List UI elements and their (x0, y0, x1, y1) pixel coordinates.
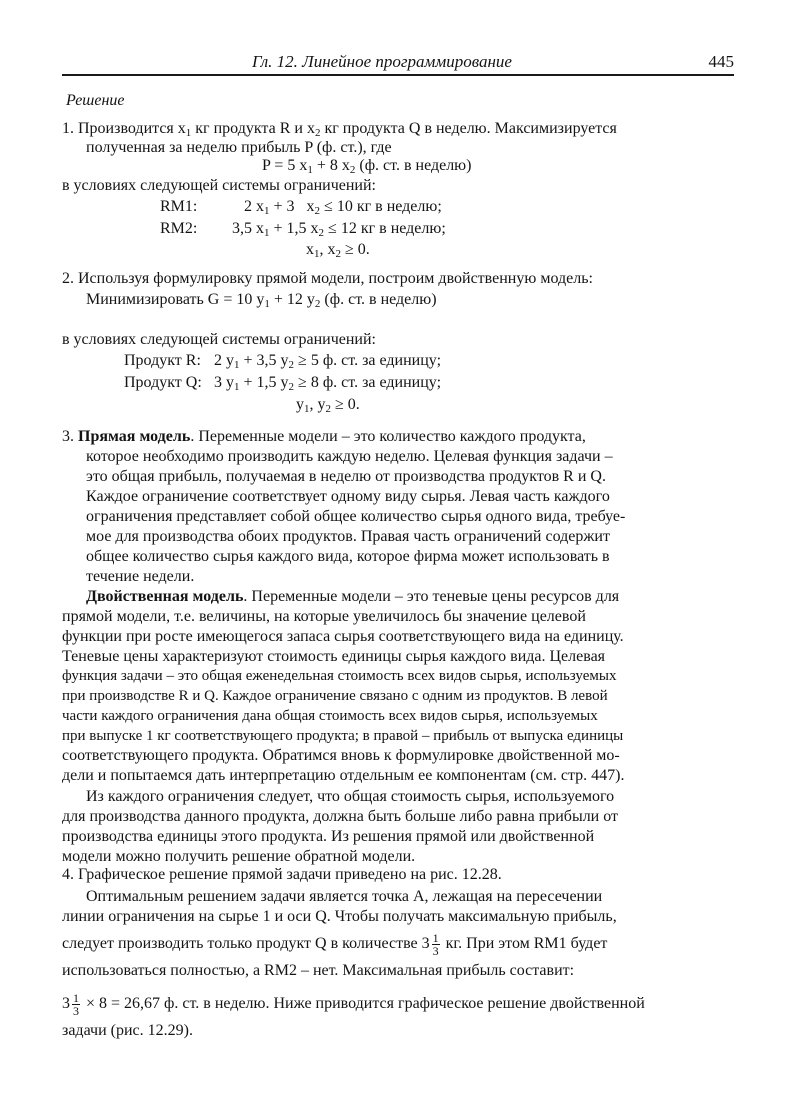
item4-line: линии ограничения на сырье 1 и оси Q. Чтобы получать максимальную прибыль, (62, 908, 617, 925)
item1-constraints-intro: в условиях следующей системы ограничений: (62, 177, 376, 194)
item1-rm2-label: RM2: (160, 220, 198, 237)
para3-line: производства единицы этого продукта. Из решения прямой или двойственной (62, 828, 595, 845)
item1-line1: 1. Производится $x_1$ кг продукта R и $x_2$ кг продукта Q в неделю. Максимизируется (62, 120, 617, 139)
item1-line2: полученная за неделю прибыль P (ф. ст.), где (86, 139, 392, 156)
item3-line: которое необходимо производить каждую неделю. Целевая функция задачи – (86, 448, 613, 465)
item3-line: течение недели. (86, 568, 195, 585)
dual-line: функция задачи – это общая еженедельная стоимость всех видов сырья, используемых (62, 668, 617, 684)
item1-objective: P = 5 $x_1 + 8$ $x_2$ (ф. ст. в неделю) (262, 157, 472, 176)
para3-line: для производства данного продукта, должна быть больше либо равна прибыли от (62, 808, 619, 825)
item1-rm1-label: RM1: (160, 198, 198, 215)
item2-r-label: Продукт R: (124, 352, 201, 369)
solution-heading: Решение (66, 92, 125, 109)
dual-line: прямой модели, т.е. величины, на которые увеличилось бы значение целевой (62, 608, 586, 625)
item4-fraction-line: следует производить только продукт Q в количестве 3 $\frac{1}{3}$ кг. При этом RM1 будет (62, 931, 608, 958)
item4-last-line: задачи (рис. 12.29). (62, 1022, 193, 1039)
page-number: 445 (708, 52, 734, 71)
dual-line: Теневые цены характеризуют стоимость единицы сырья каждого вида. Целевая (62, 648, 606, 665)
dual-line: соответствующего продукта. Обратимся вновь к формулировке двойственной мо- (62, 747, 620, 764)
item3-line: общее количество сырья каждого вида, которое фирма может использовать в (86, 548, 610, 565)
para3-line: Из каждого ограничения следует, что общая стоимость сырья, используемого (86, 788, 615, 805)
item3-line1: 3. Прямая модель. Переменные модели – это количество каждого продукта, (62, 428, 586, 445)
para3-line: модели можно получить решение обратной модели. (62, 848, 416, 865)
item2-q-constraint: 3 $y_1 + 1,5$ $y_2 \ge 8$ ф. ст. за единицу; (214, 374, 442, 393)
item2-constraints-intro: в условиях следующей системы ограничений: (62, 331, 376, 348)
direct-model-term: Прямая модель (78, 428, 191, 445)
item3-line: мое для производства обоих продуктов. Правая часть ограничений содержит (86, 528, 610, 545)
item4-profit-line: 3 $\frac{1}{3}$ × 8 = 26,67 ф. ст. в неделю. Ниже приводится графическое решение двойственной (62, 991, 645, 1018)
item3-line: ограничения представляет собой общее количество сырья одного вида, требуе- (86, 508, 626, 525)
item3-line: это общая прибыль, получаемая в неделю от производства продуктов R и Q. (86, 468, 606, 485)
dual-model-term: Двойственная модель (86, 588, 244, 605)
dual-line: части каждого ограничения дана общая стоимость всех видов сырья, используемых (62, 708, 598, 724)
item2-nonnegativity: $y_1$, $y_2 \ge 0$. (296, 396, 360, 415)
item3-line: Каждое ограничение соответствует одному виду сырья. Левая часть каждого (86, 488, 610, 505)
fraction-one-third: $\frac{1}{3}$ (432, 931, 439, 958)
item4-line: использоваться полностью, а RM2 – нет. Максимальная прибыль составит: (62, 962, 575, 979)
page-header (62, 52, 734, 76)
dual-line1: Двойственная модель. Переменные модели – это теневые цены ресурсов для (86, 588, 620, 605)
item2-q-label: Продукт Q: (124, 374, 202, 391)
fraction-one-third: $\frac{1}{3}$ (73, 991, 79, 1018)
item2-line1: 2. Используя формулировку прямой модели, построим двойственную модель: (62, 270, 593, 287)
item2-r-constraint: 2 $y_1 + 3,5$ $y_2 \ge 5$ ф. ст. за единицу; (214, 352, 442, 371)
item2-objective: Минимизировать G = 10 $y_1 + 12$ $y_2$ (ф. ст. в неделю) (86, 291, 437, 310)
item4-line1: 4. Графическое решение прямой задачи приведено на рис. 12.28. (62, 866, 502, 883)
dual-line: при выпуске 1 кг соответствующего продукта; в правой – прибыль от выпуска единицы (62, 728, 624, 744)
running-head: Гл. 12. Линейное программирование (252, 52, 512, 71)
dual-line: при производстве R и Q. Каждое ограничение связано с одним из продуктов. В левой (62, 688, 608, 704)
item1-nonnegativity: $x_1$, $x_2 \ge 0$. (306, 241, 370, 260)
item1-rm2-constraint: 3,5 $x_1 + 1,5$ $x_2 \le 12$ кг в неделю; (232, 220, 446, 239)
dual-line: функции при росте имеющегося запаса сырья соответствующего вида на единицу. (62, 628, 624, 645)
dual-line: дели и попытаемся дать интерпретацию отдельным ее компонентам (см. стр. 447). (62, 767, 625, 784)
item1-rm1-constraint: 2 $x_1 + 3$ $x_2 \le 10$ кг в неделю; (244, 198, 442, 217)
item4-line: Оптимальным решением задачи является точка A, лежащая на пересечении (86, 888, 603, 905)
